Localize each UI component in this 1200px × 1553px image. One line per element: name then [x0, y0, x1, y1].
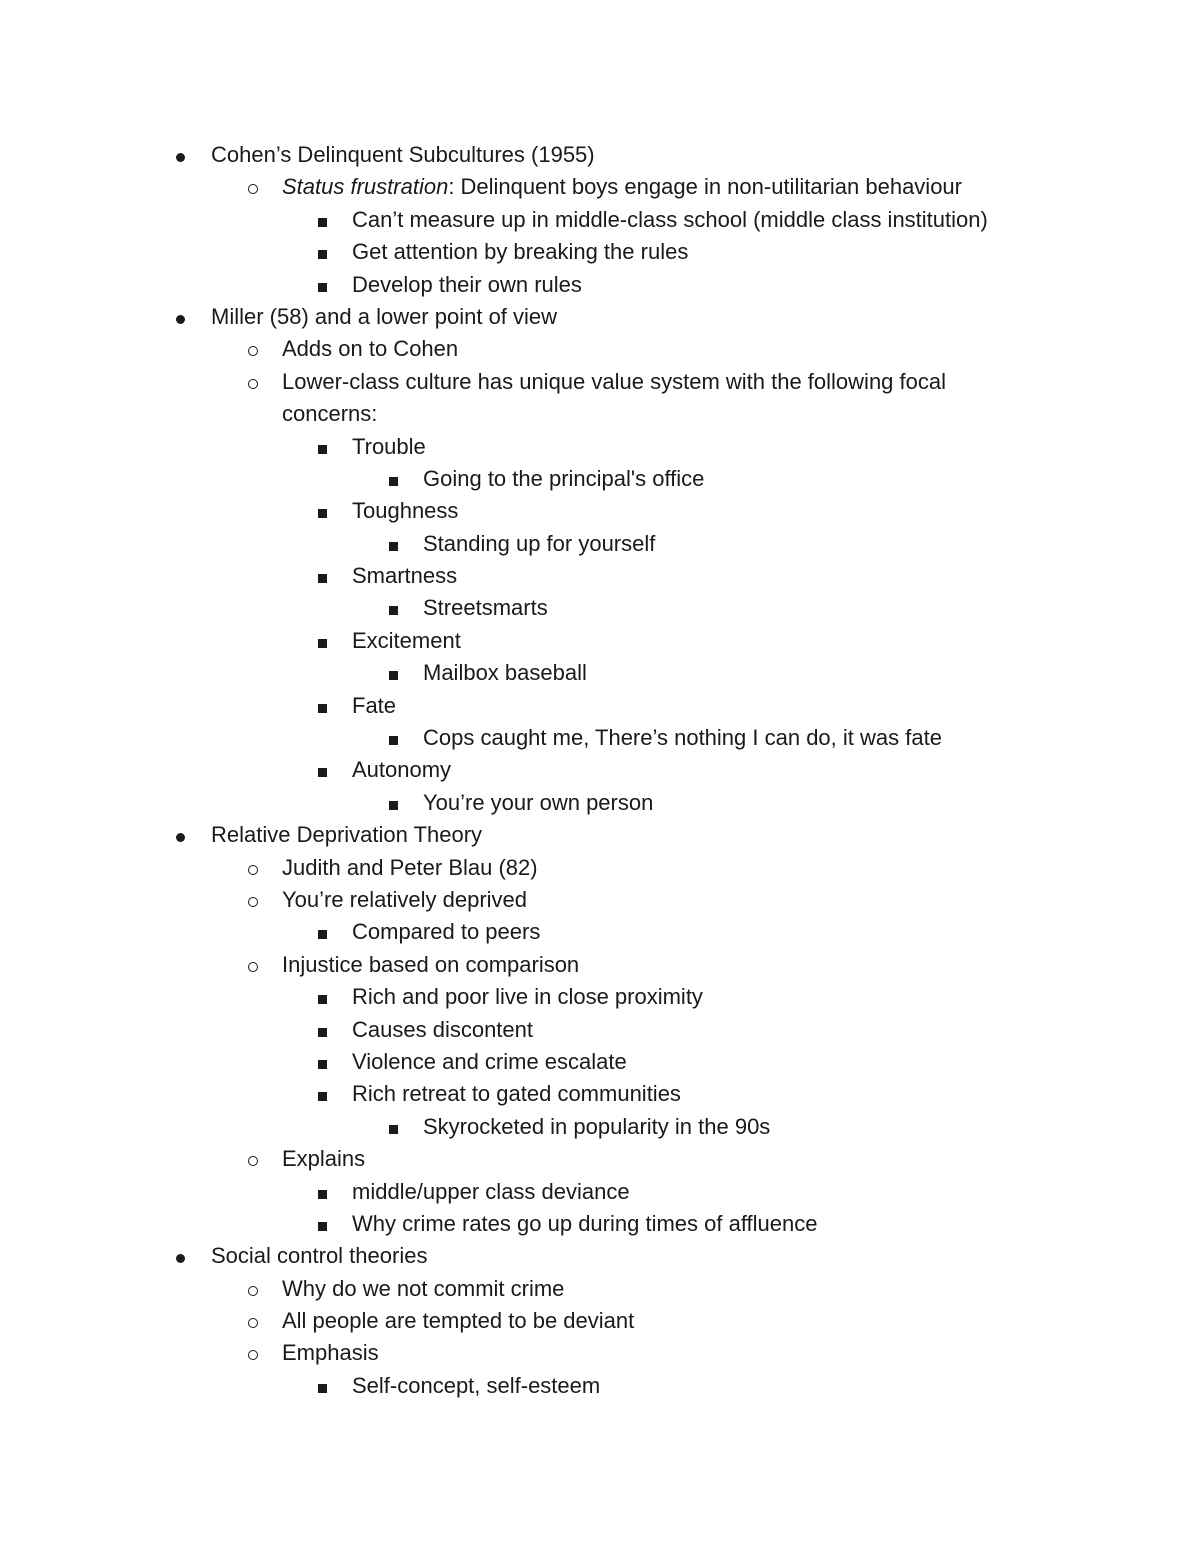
- list-item: [0, 1014, 1200, 1046]
- list-item: [0, 269, 1200, 301]
- list-item: [0, 1111, 1200, 1143]
- square-bullet-icon: [318, 236, 327, 268]
- circle-bullet-icon: [248, 1305, 262, 1337]
- list-item-text-rest: : Delinquent boys engage in non-utilitarian behaviour: [448, 174, 962, 200]
- list-item-text: Compared to peers: [352, 919, 541, 945]
- list-item-continuation: [0, 398, 1200, 430]
- list-item-text: You’re your own person: [423, 789, 654, 815]
- list-item-text: Trouble: [352, 433, 426, 459]
- square-bullet-icon: [318, 625, 327, 657]
- circle-bullet-icon: [248, 366, 262, 398]
- square-bullet-icon: [318, 981, 327, 1013]
- list-item-text: Rich retreat to gated communities: [352, 1081, 681, 1107]
- document-body: [0, 139, 1200, 1402]
- circle-bullet-icon: [248, 1273, 262, 1305]
- list-item: [0, 463, 1200, 495]
- list-item: [0, 916, 1200, 948]
- square-bullet-icon: [318, 916, 327, 948]
- list-item-text: middle/upper class deviance: [352, 1178, 630, 1204]
- list-item: [0, 171, 1200, 203]
- list-item-text: Skyrocketed in popularity in the 90s: [423, 1113, 771, 1139]
- disc-bullet-icon: [176, 819, 188, 851]
- list-item: [0, 560, 1200, 592]
- list-item-text: Cops caught me, There’s nothing I can do, it was fate: [423, 725, 942, 751]
- list-item-text: Miller (58) and a lower point of view: [211, 303, 558, 329]
- list-item: [0, 431, 1200, 463]
- italic-term: Status frustration: [282, 174, 449, 200]
- list-item: [0, 657, 1200, 689]
- list-item-text: concerns:: [282, 401, 378, 427]
- square-bullet-icon: [318, 204, 327, 236]
- square-bullet-icon: [318, 1208, 327, 1240]
- list-item: [0, 1176, 1200, 1208]
- list-item-text: Get attention by breaking the rules: [352, 239, 689, 265]
- list-item: [0, 1240, 1200, 1272]
- square-bullet-icon: [318, 690, 327, 722]
- list-item: [0, 1078, 1200, 1110]
- list-item-text: You’re relatively deprived: [282, 886, 527, 912]
- list-item-text: Judith and Peter Blau (82): [282, 854, 538, 880]
- list-item: [0, 366, 1200, 398]
- list-item-text: Explains: [282, 1146, 366, 1172]
- list-item: [0, 528, 1200, 560]
- list-item-text: Smartness: [352, 563, 458, 589]
- square-bullet-icon: [318, 1370, 327, 1402]
- list-item: [0, 236, 1200, 268]
- list-item-text: Emphasis: [282, 1340, 379, 1366]
- circle-bullet-icon: [248, 884, 262, 916]
- circle-bullet-icon: [248, 1143, 262, 1175]
- list-item: [0, 1337, 1200, 1369]
- list-item: [0, 333, 1200, 365]
- list-item: [0, 722, 1200, 754]
- square-bullet-icon: [318, 431, 327, 463]
- list-item: [0, 1273, 1200, 1305]
- list-item-text: Lower-class culture has unique value system with the following focal: [282, 368, 946, 394]
- square-bullet-icon: [318, 1014, 327, 1046]
- list-item-text: Autonomy: [352, 757, 452, 783]
- square-bullet-icon: [389, 1111, 398, 1143]
- circle-bullet-icon: [248, 852, 262, 884]
- square-bullet-icon: [318, 1078, 327, 1110]
- list-item-text: Causes discontent: [352, 1016, 533, 1042]
- square-bullet-icon: [389, 657, 398, 689]
- list-item-text: Cohen’s Delinquent Subcultures (1955): [211, 142, 595, 167]
- circle-bullet-icon: [248, 171, 262, 203]
- circle-bullet-icon: [248, 333, 262, 365]
- list-item: [0, 884, 1200, 916]
- list-item-text: Social control theories: [211, 1243, 428, 1269]
- list-item-text: Relative Deprivation Theory: [211, 822, 483, 848]
- circle-bullet-icon: [248, 949, 262, 981]
- list-item: [0, 1208, 1200, 1240]
- list-item-text: Injustice based on comparison: [282, 951, 580, 977]
- list-item-text: Violence and crime escalate: [352, 1048, 627, 1074]
- square-bullet-icon: [389, 787, 398, 819]
- list-item-text: Mailbox baseball: [423, 660, 587, 686]
- list-item-text: Why do we not commit crime: [282, 1275, 565, 1301]
- list-item-text: Toughness: [352, 498, 459, 524]
- list-item-text: Excitement: [352, 627, 461, 653]
- list-item: [0, 495, 1200, 527]
- list-item-text: Develop their own rules: [352, 271, 582, 297]
- circle-bullet-icon: [248, 1337, 262, 1369]
- square-bullet-icon: [318, 495, 327, 527]
- list-item: [0, 690, 1200, 722]
- list-item: [0, 1305, 1200, 1337]
- list-item: [0, 754, 1200, 786]
- list-item: [0, 787, 1200, 819]
- list-item-text: Fate: [352, 692, 397, 718]
- list-item: [0, 592, 1200, 624]
- square-bullet-icon: [389, 592, 398, 624]
- square-bullet-icon: [318, 1176, 327, 1208]
- list-item: [0, 949, 1200, 981]
- list-item-text: Adds on to Cohen: [282, 336, 459, 362]
- list-item-text: Self-concept, self-esteem: [352, 1372, 601, 1398]
- square-bullet-icon: [318, 269, 327, 301]
- list-item: [0, 1046, 1200, 1078]
- list-item: [0, 1143, 1200, 1175]
- list-item: [0, 1370, 1200, 1402]
- list-item: [0, 819, 1200, 851]
- list-item-text: [282, 171, 962, 203]
- list-item: [0, 981, 1200, 1013]
- list-item-text: Why crime rates go up during times of affluence: [352, 1210, 818, 1236]
- list-item-text: All people are tempted to be deviant: [282, 1308, 635, 1334]
- list-item: [0, 852, 1200, 884]
- list-item: [0, 139, 1200, 171]
- disc-bullet-icon: [176, 1240, 188, 1272]
- list-item: [0, 204, 1200, 236]
- square-bullet-icon: [318, 560, 327, 592]
- list-item: [0, 301, 1200, 333]
- list-item-text: Streetsmarts: [423, 595, 548, 621]
- list-item-text: Standing up for yourself: [423, 530, 656, 556]
- list-item-text: Going to the principal's office: [423, 465, 705, 491]
- square-bullet-icon: [389, 722, 398, 754]
- list-item-text: Rich and poor live in close proximity: [352, 984, 703, 1010]
- list-item: [0, 625, 1200, 657]
- list-item-text: Can’t measure up in middle-class school (middle class institution): [352, 206, 988, 232]
- disc-bullet-icon: [176, 301, 188, 333]
- square-bullet-icon: [318, 1046, 327, 1078]
- square-bullet-icon: [318, 754, 327, 786]
- square-bullet-icon: [389, 463, 398, 495]
- square-bullet-icon: [389, 528, 398, 560]
- disc-bullet-icon: [176, 139, 188, 171]
